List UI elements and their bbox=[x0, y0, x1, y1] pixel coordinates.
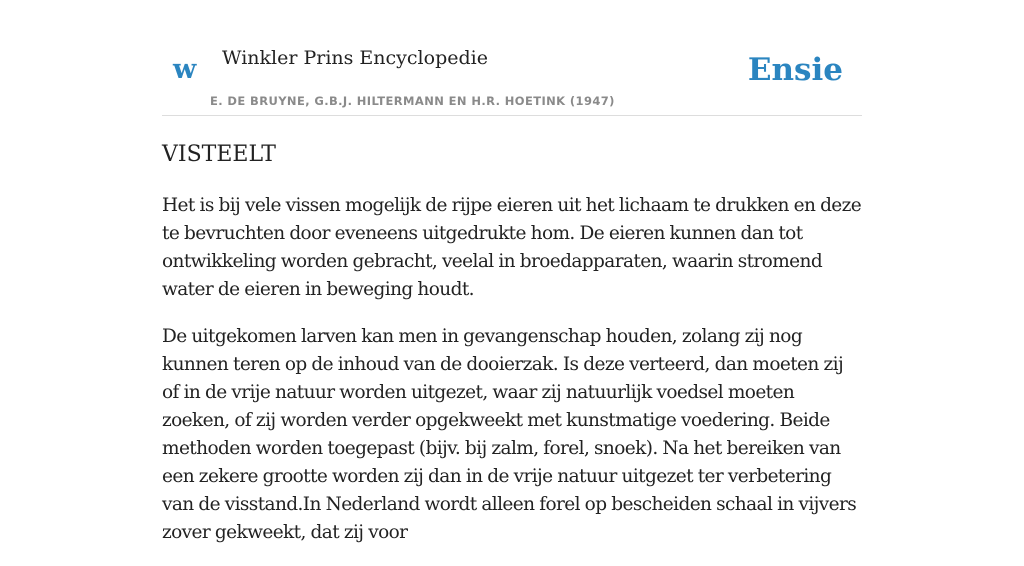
entry-title: VISTEELT bbox=[162, 142, 276, 167]
page-container bbox=[162, 0, 862, 543]
entry-body bbox=[162, 192, 862, 566]
entry-paragraph: Het is bij vele vissen mogelijk de rijpe eieren uit het lichaam te drukken en deze te bevruchten door eveneens uitgedrukte hom. De eieren kunnen dan tot ontwikkeling worden gebracht, veelal in broedapparaten, waarin stromend water de eieren in beweging houdt. bbox=[162, 195, 862, 300]
source-title[interactable]: Winkler Prins Encyclopedie bbox=[222, 47, 488, 69]
ensie-logo-link[interactable]: Ensie bbox=[747, 52, 843, 88]
source-header bbox=[162, 0, 862, 116]
source-logo[interactable]: w bbox=[173, 54, 197, 85]
entry-paragraph: De uitgekomen larven kan men in gevangenschap houden, zolang zij nog kunnen teren op de inhoud van de dooierzak. Is deze verteerd, dan moeten zij of in de vrije natuur worden uitgezet, waar zij natuurlijk voedsel moeten zoeken, of zij worden verder opgekweekt met kunstmatige voedering. Beide methoden worden toegepast (bijv. bij zalm, forel, snoek). Na het bereiken van een zekere grootte worden zij dan in de vrije natuur uitgezet ter verbetering van de visstand.In Nederland wordt alleen forel op bescheiden schaal in vijvers zover gekweekt, dat zij voor bbox=[162, 326, 857, 543]
source-authors: E. DE BRUYNE, G.B.J. HILTERMANN EN H.R. HOETINK (1947) bbox=[210, 94, 615, 108]
